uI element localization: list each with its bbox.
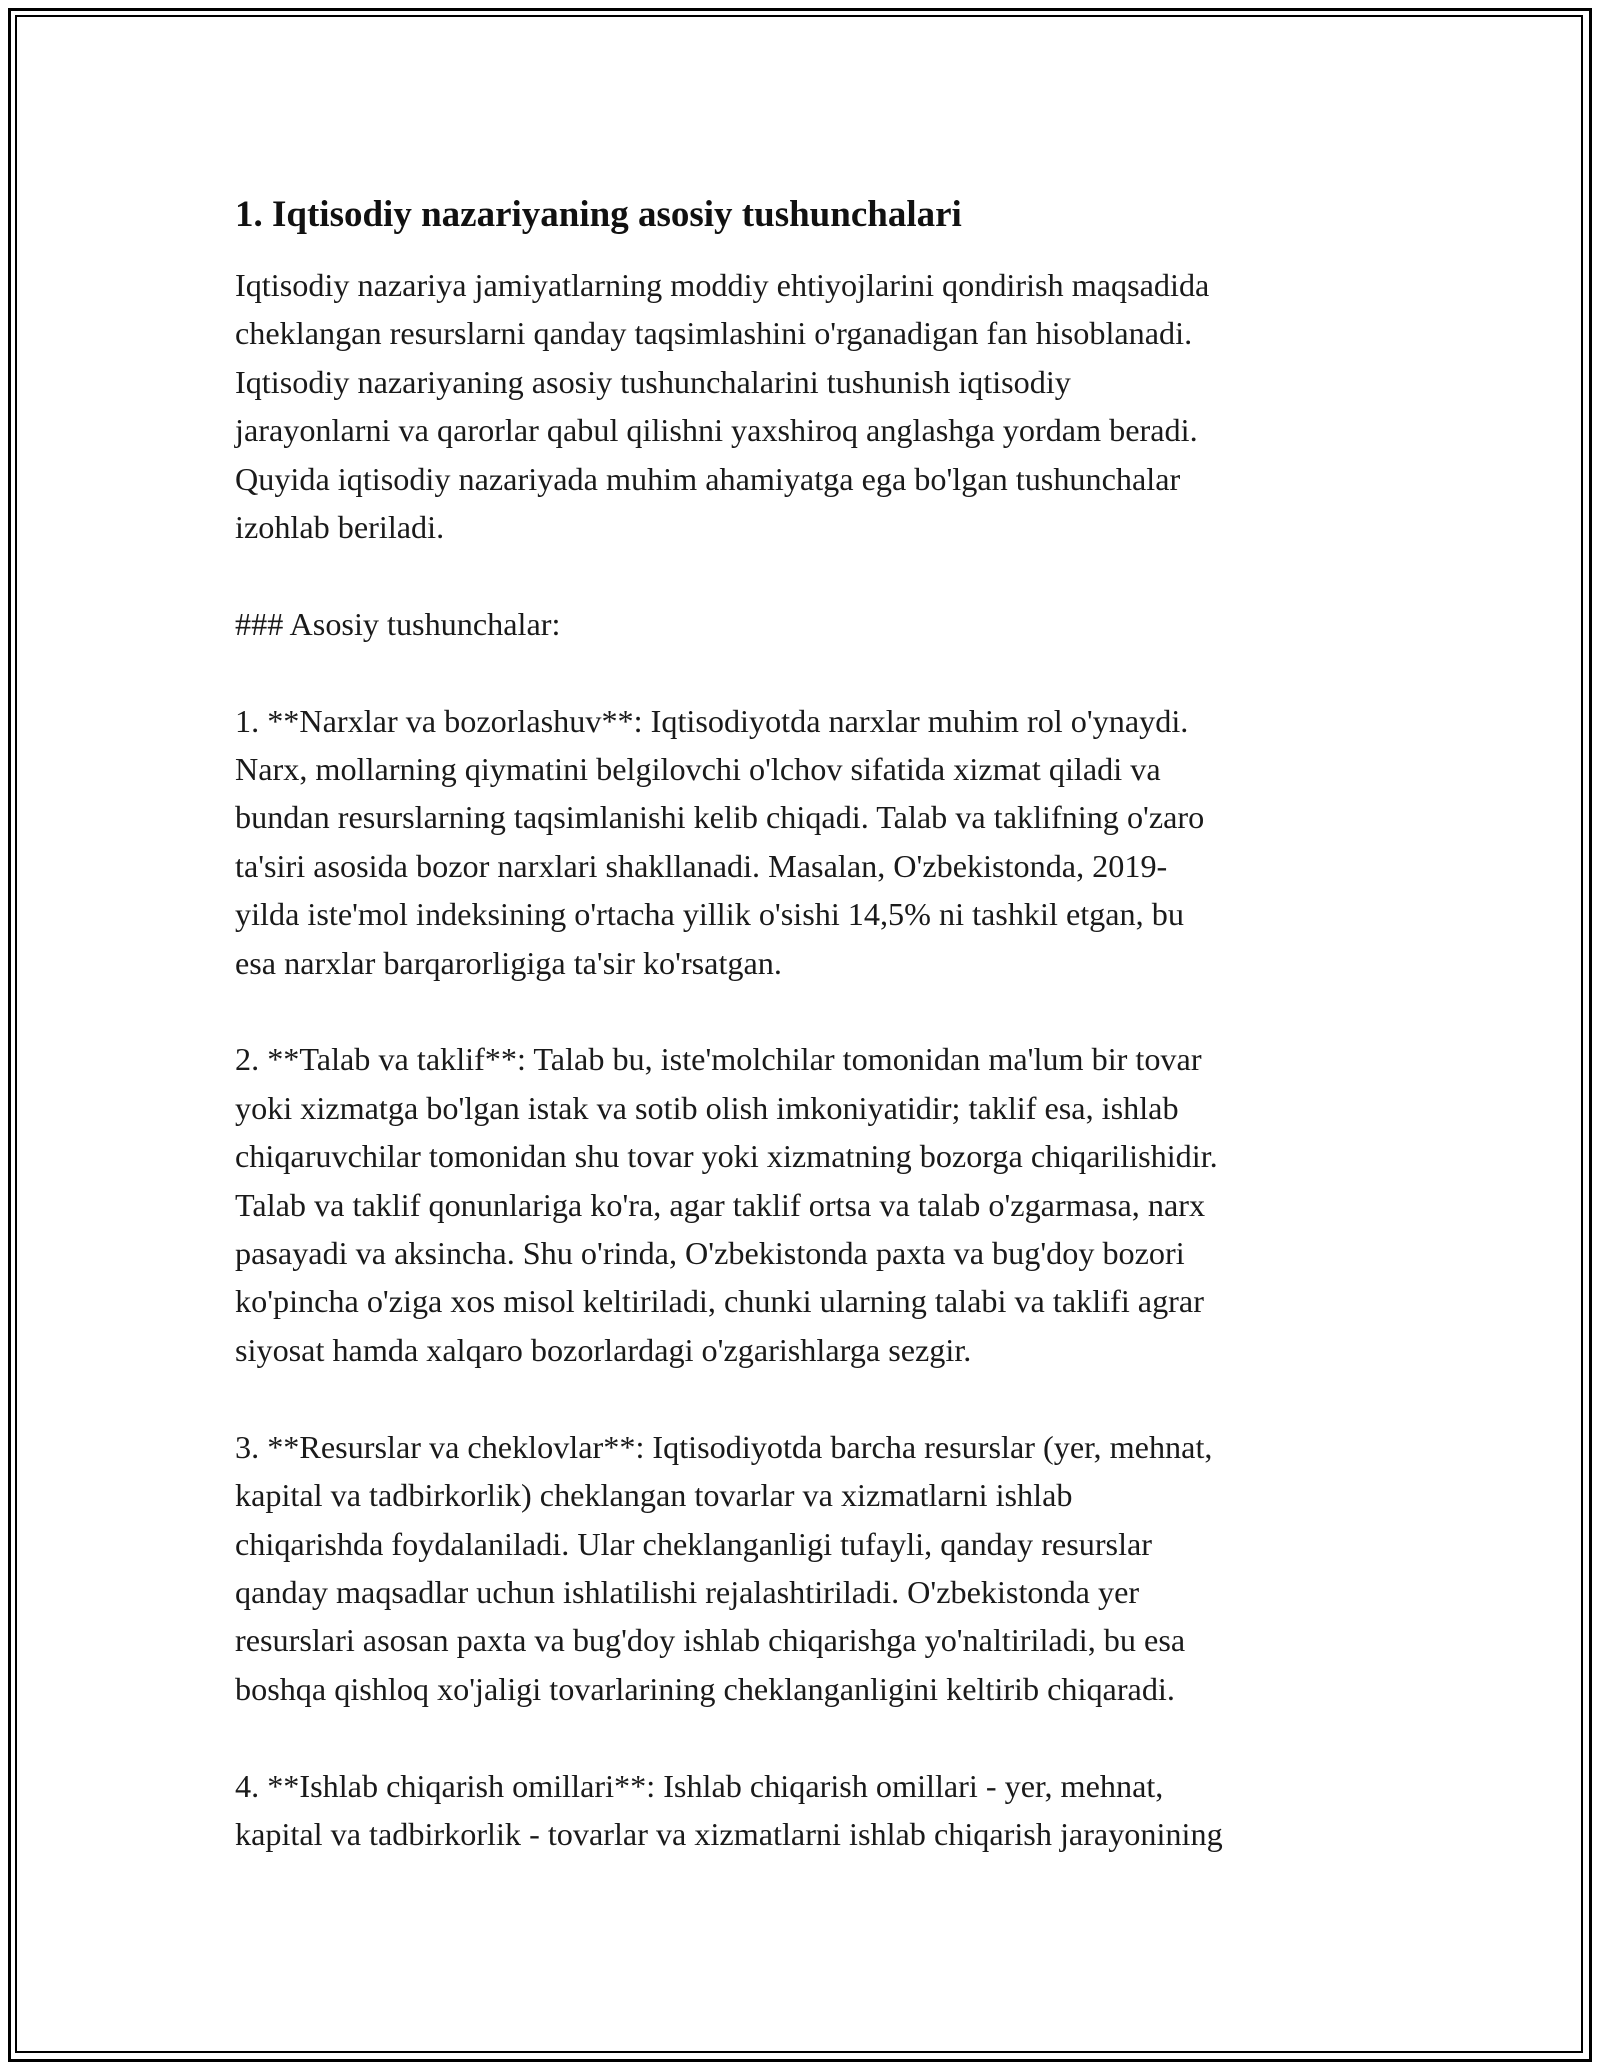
subheading-paragraph: ### Asosiy tushunchalar: [235, 605, 561, 642]
intro-paragraph: Iqtisodiy nazariya jamiyatlarning moddiy ehtiyojlarini qondirish maqsadida cheklangan resurslarni qanday taqsimlashini o'rganadigan fan hisoblanadi. Iqtisodiy nazariyaning asosiy tushunchalarini tushunish iqtisodiy jarayonlarni va qarorlar qabul qilishni yaxshiroq anglashga yordam beradi. Quyida iqtisodiy nazariyada muhim ahamiyatga ega bo'lgan tushunchalar izohlab beriladi. [235, 267, 1210, 546]
list-item-production-factors: 4. **Ishlab chiqarish omillari**: Ishlab chiqarish omillari - yer, mehnat, kapital va tadbirkorlik - tovarlar va xizmatlarni ishlab chiqarish jarayonining [235, 1767, 1223, 1852]
list-item-prices: 1. **Narxlar va bozorlashuv**: Iqtisodiyotda narxlar muhim rol o'ynaydi. Narx, mollarning qiymatini belgilovchi o'lchov sifatida xizmat qiladi va bundan resurslarning taqsimlanishi kelib chiqadi. Talab va taklifning o'zaro ta'siri asosida bozor narxlari shakllanadi. Masalan, O'zbekistonda, 2019- yilda iste'mol indeksining o'rtacha yillik o'sishi 14,5% ni tashkil etgan, bu esa narxlar barqarorligiga ta'sir ko'rsatgan. [235, 702, 1205, 981]
list-item-resources: 3. **Resurslar va cheklovlar**: Iqtisodiyotda barcha resurslar (yer, mehnat, kapital va tadbirkorlik) cheklangan tovarlar va xizmatlarni ishlab chiqarishda foydalaniladi. Ular cheklanganligi tufayli, qanday resurslar qanday maqsadlar uchun ishlatilishi rejalashtiriladi. O'zbekistonda yer resurslari asosan paxta va bug'doy ishlab chiqarishga yo'naltiriladi, bu esa boshqa qishloq xo'jaligi tovarlarining cheklanganligini keltirib chiqaradi. [235, 1428, 1213, 1707]
list-item-supply-demand: 2. **Talab va taklif**: Talab bu, iste'molchilar tomonidan ma'lum bir tovar yoki xizmatga bo'lgan istak va sotib olish imkoniyatidir; taklif esa, ishlab chiqaruvchilar tomonidan shu tovar yoki xizmatning bozorga chiqarilishidir. Talab va taklif qonunlariga ko'ra, agar taklif ortsa va talab o'zgarmasa, narx pasayadi va aksincha. Shu o'rinda, O'zbekistonda paxta va bug'doy bozori ko'pincha o'ziga xos misol keltiriladi, chunki ularning talabi va taklifi agrar siyosat hamda xalqaro bozorlardagi o'zgarishlarga sezgir. [235, 1041, 1218, 1368]
document-body [235, 187, 1365, 1858]
section-title: 1. Iqtisodiy nazariyaning asosiy tushunchalari [235, 194, 962, 235]
